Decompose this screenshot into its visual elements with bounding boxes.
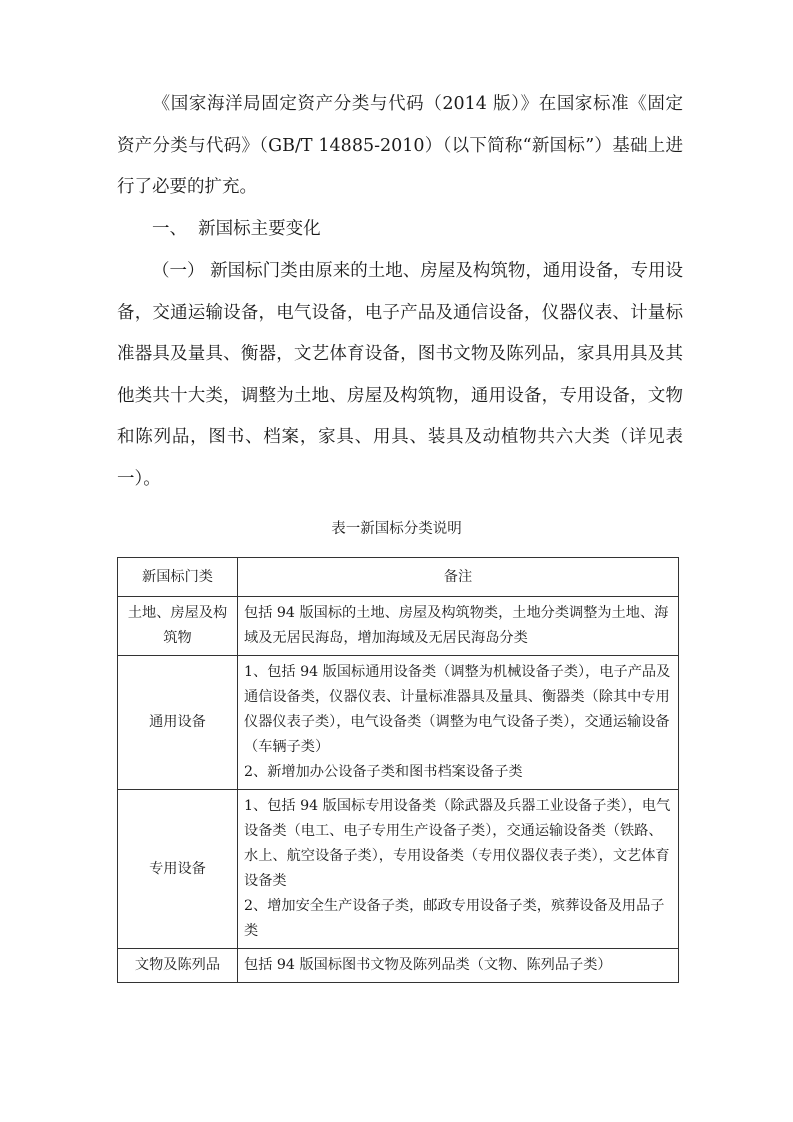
- table-row: [118, 597, 679, 656]
- section-heading: [117, 209, 683, 251]
- classification-table: [117, 557, 679, 983]
- item-1-paragraph: [117, 251, 683, 500]
- row-note: [238, 949, 679, 983]
- intro-text: 《国家海洋局固定资产分类与代码（2014 版）》在国家标准《固定资产分类与代码》（GB/T 14885-2010）（以下简称“新国标”）基础上进行了必要的扩充。: [117, 94, 683, 197]
- note-line: 包括 94 版国标图书文物及陈列品类（文物、陈列品子类）: [244, 957, 612, 973]
- row-category: 文物及陈列品: [118, 949, 238, 983]
- row-note: [238, 597, 679, 656]
- table-row: [118, 656, 679, 790]
- note-line: 2、新增加办公设备子类和图书档案设备子类: [244, 764, 523, 780]
- section-heading-text: 一、 新国标主要变化: [152, 219, 321, 239]
- row-category: 通用设备: [118, 656, 238, 790]
- table-row: [118, 949, 679, 983]
- item-1-text: （一） 新国标门类由原来的土地、房屋及构筑物，通用设备，专用设备，交通运输设备，电气设备，电子产品及通信设备，仪器仪表、计量标准器具及量具、衡器，文艺体育设备，图书文物及陈列品，家具用具及其他类共十大类，调整为土地、房屋及构筑物，通用设备，专用设备，文物和陈列品，图书、档案，家具、用具、装具及动植物共六大类（详见表一）。: [117, 261, 683, 489]
- note-line: 1、包括 94 版国标专用设备类（除武器及兵器工业设备子类），电气设备类（电工、电子专用生产设备子类），交通运输设备类（铁路、水上、航空设备子类），专用设备类（专用仪器仪表子类），文艺体育设备类: [244, 798, 671, 889]
- row-category: 土地、房屋及构筑物: [118, 597, 238, 656]
- intro-paragraph: [117, 84, 683, 209]
- table-header-row: [118, 558, 679, 597]
- header-category: 新国标门类: [118, 558, 238, 597]
- table-caption: 表一新国标分类说明: [331, 521, 462, 537]
- note-line: 包括 94 版国标的土地、房屋及构筑物类，土地分类调整为土地、海域及无居民海岛，增加海域及无居民海岛分类: [244, 605, 669, 646]
- table-row: [118, 790, 679, 949]
- note-line: 1、包括 94 版国标通用设备类（调整为机械设备子类），电子产品及通信设备类，仪器仪表、计量标准器具及量具、衡器类（除其中专用仪器仪表子类），电气设备类（调整为电气设备子类），交通运输设备（车辆子类）: [244, 664, 671, 755]
- row-note: [238, 656, 679, 790]
- note-line: 2、增加安全生产设备子类，邮政专用设备子类，殡葬设备及用品子类: [244, 898, 665, 939]
- row-category: 专用设备: [118, 790, 238, 949]
- row-note: [238, 790, 679, 949]
- header-note: 备注: [238, 558, 679, 597]
